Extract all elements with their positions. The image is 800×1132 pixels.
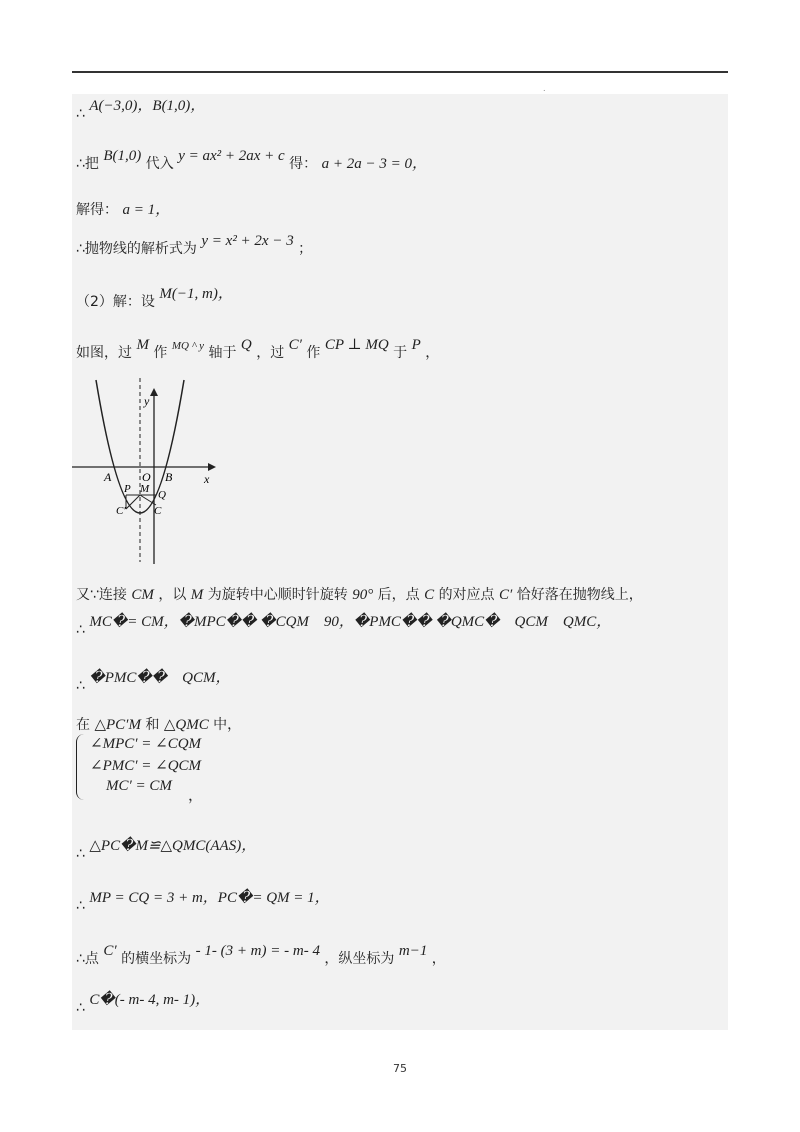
line-solve xyxy=(76,198,170,219)
math-text: a = 1， xyxy=(122,202,171,218)
line-angle-equal xyxy=(76,670,231,695)
math-text: MP = CQ = 3 + m，PC�= QM = 1， xyxy=(89,890,330,906)
line-part2 xyxy=(76,286,233,311)
line-text: 又∵连接 xyxy=(76,587,127,603)
line-text: 解得： xyxy=(76,202,118,218)
line-text: ， xyxy=(431,951,446,967)
line-rotation xyxy=(76,584,643,604)
line-text: ∴点 xyxy=(76,951,99,967)
system-row: ∠MPC′ = ∠CQM xyxy=(90,736,202,752)
parabola-figure xyxy=(72,374,217,564)
math-text: �PMC�� QCM， xyxy=(89,670,231,686)
equation-system xyxy=(76,734,276,804)
line-lengths xyxy=(76,890,330,915)
line-text: 后，点 xyxy=(377,587,420,603)
line-text: 中， xyxy=(213,717,242,733)
line-text: ，纵坐标为 xyxy=(324,951,395,967)
math-text: △QMC xyxy=(163,717,209,733)
line-text: ∴抛物线的解析式为 xyxy=(76,241,197,257)
point-p-label: P xyxy=(124,483,131,495)
math-text: MQ ^ y xyxy=(171,340,204,352)
math-text: C xyxy=(424,587,435,603)
line-text: 和 xyxy=(145,717,160,733)
page-number: 75 xyxy=(393,1062,407,1075)
point-c-label: C xyxy=(154,505,162,517)
point-q-label: Q xyxy=(158,489,166,501)
point-c-prime-label: C′ xyxy=(116,505,126,517)
math-text: P xyxy=(411,337,421,353)
line-text: ， xyxy=(425,345,440,361)
math-text: C′ xyxy=(103,943,117,959)
line-text: 恰好落在抛物线上， xyxy=(516,587,643,603)
math-text: △PC�M≌△QMC(AAS)， xyxy=(89,838,257,854)
line-triangles xyxy=(76,714,241,734)
therefore-symbol: ∴ xyxy=(76,1000,85,1016)
line-parabola xyxy=(76,233,313,258)
math-text: M xyxy=(136,337,149,353)
solution-content xyxy=(72,94,728,1030)
line-text: 为旋转中心顺时针旋转 xyxy=(207,587,348,603)
y-axis-label: y xyxy=(144,394,150,408)
line-text: ，以 xyxy=(158,587,187,603)
line-text: 得： xyxy=(289,156,318,172)
math-text: Q xyxy=(240,337,252,353)
left-brace xyxy=(76,734,85,800)
math-text: y = ax² + 2ax + c xyxy=(178,148,285,164)
line-congruent xyxy=(76,838,257,863)
therefore-symbol: ∴ xyxy=(76,622,85,638)
math-text: 90° xyxy=(352,587,374,603)
line-point-c-prime xyxy=(76,992,211,1017)
line-text: 代入 xyxy=(145,156,174,172)
line-text: 在 xyxy=(76,717,90,733)
math-text: m−1 xyxy=(398,943,428,959)
math-text: CM xyxy=(131,587,154,603)
math-text: B(1,0) xyxy=(103,148,142,164)
math-text: A(−3,0)，B(1,0)， xyxy=(89,98,206,114)
line-text: 作 xyxy=(306,345,321,361)
system-row: MC′ = CM xyxy=(106,778,172,794)
system-row: ∠PMC′ = ∠QCM xyxy=(90,758,202,774)
point-a-label: A xyxy=(104,470,112,484)
origin-label: O xyxy=(142,470,151,484)
line-text: 的对应点 xyxy=(438,587,495,603)
point-m-label: M xyxy=(140,483,150,495)
line-text: ； xyxy=(298,241,313,257)
line-text: ∴把 xyxy=(76,156,99,172)
line-coordinates xyxy=(76,943,446,968)
math-text: MC�= CM，�MPC�� �CQM 90，�PMC�� �QMC� QCM QMC， xyxy=(89,614,612,630)
header-dot: . xyxy=(543,84,546,93)
line-text: 的横坐标为 xyxy=(121,951,192,967)
math-text: - 1- (3 + m) = - m- 4 xyxy=(195,943,320,959)
system-comma: ， xyxy=(188,786,204,804)
point-b-label: B xyxy=(165,470,173,484)
line-text: 作 xyxy=(153,345,168,361)
line-construction xyxy=(76,337,440,362)
line-points-ab xyxy=(76,98,206,123)
x-axis-label: x xyxy=(204,472,210,486)
math-text: a + 2a − 3 = 0， xyxy=(321,156,427,172)
math-text: CP ⊥ MQ xyxy=(324,337,389,353)
header-rule xyxy=(72,71,728,73)
therefore-symbol: ∴ xyxy=(76,846,85,862)
therefore-symbol: ∴ xyxy=(76,106,85,122)
line-text: ，过 xyxy=(256,345,285,361)
line-substitute xyxy=(76,148,427,173)
math-text: C′ xyxy=(288,337,302,353)
math-text: y = x² + 2x − 3 xyxy=(201,233,294,249)
line-text: 轴于 xyxy=(208,345,237,361)
therefore-symbol: ∴ xyxy=(76,898,85,914)
math-text: △PC′M xyxy=(94,717,141,733)
math-text: M xyxy=(190,587,204,603)
line-text: （2）解：设 xyxy=(76,294,155,310)
math-text: C�(- m- 4, m- 1)， xyxy=(89,992,211,1008)
line-text: 如图，过 xyxy=(76,345,132,361)
math-text: C′ xyxy=(499,587,513,603)
line-equalities xyxy=(76,614,612,639)
math-text: M(−1, m)， xyxy=(159,286,233,302)
line-text: 于 xyxy=(393,345,408,361)
therefore-symbol: ∴ xyxy=(76,678,85,694)
